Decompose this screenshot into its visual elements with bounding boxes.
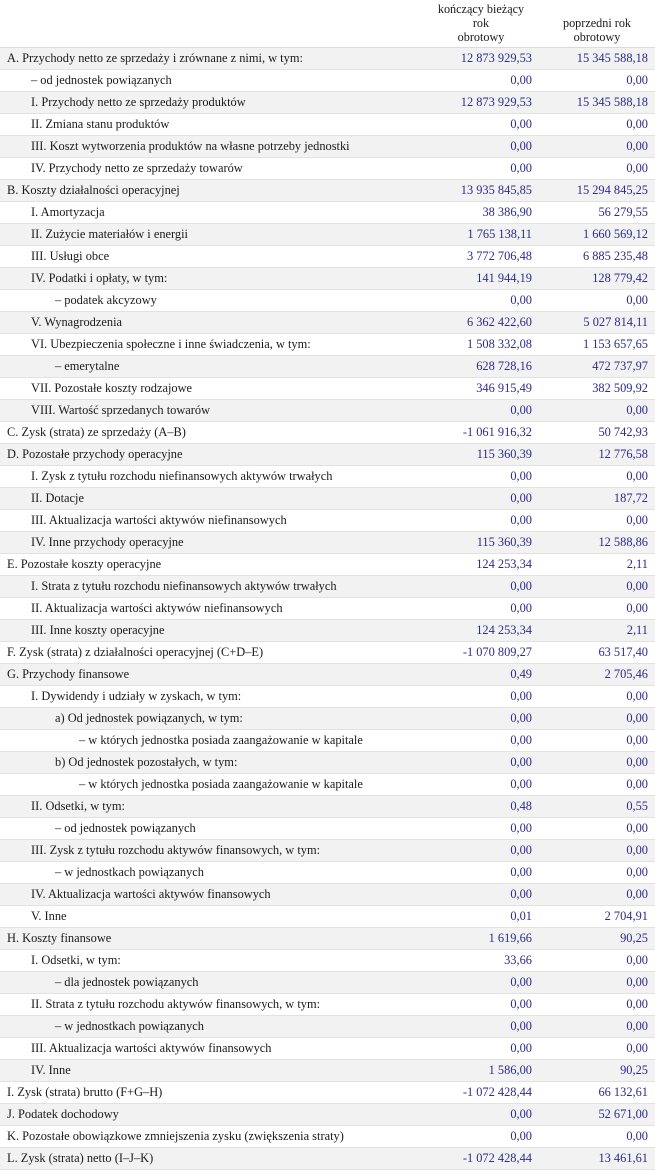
table-row	[0, 180, 655, 202]
row-label: I. Zysk z tytułu rozchodu niefinansowych aktywów trwałych	[0, 466, 423, 488]
row-value-previous: 0,00	[539, 576, 655, 598]
row-value-current: 0,00	[423, 158, 539, 180]
row-label: E. Pozostałe koszty operacyjne	[0, 554, 423, 576]
row-value-current: 0,00	[423, 1016, 539, 1038]
row-label: – od jednostek powiązanych	[0, 818, 423, 840]
table-row	[0, 444, 655, 466]
row-value-previous: 2 705,46	[539, 664, 655, 686]
row-value-previous: 128 779,42	[539, 268, 655, 290]
row-value-current: 0,00	[423, 400, 539, 422]
row-label: I. Zysk (strata) brutto (F+G–H)	[0, 1082, 423, 1104]
row-value-current: 0,00	[423, 774, 539, 796]
header-current-line2: obrotowy	[457, 30, 505, 44]
row-value-current: 0,00	[423, 884, 539, 906]
row-value-current: 0,00	[423, 114, 539, 136]
table-body	[0, 48, 655, 1170]
row-value-current: 0,00	[423, 686, 539, 708]
row-value-previous: 0,00	[539, 884, 655, 906]
row-label: II. Zmiana stanu produktów	[0, 114, 423, 136]
row-label: I. Strata z tytułu rozchodu niefinansowych aktywów trwałych	[0, 576, 423, 598]
row-value-previous: 15 294 845,25	[539, 180, 655, 202]
table-row	[0, 488, 655, 510]
table-row	[0, 224, 655, 246]
row-value-current: 0,00	[423, 488, 539, 510]
table-row	[0, 158, 655, 180]
row-label: IV. Inne przychody operacyjne	[0, 532, 423, 554]
table-row	[0, 378, 655, 400]
row-value-previous: 1 153 657,65	[539, 334, 655, 356]
header-previous-period	[539, 0, 655, 48]
row-value-current: 0,00	[423, 972, 539, 994]
row-value-previous: 12 588,86	[539, 532, 655, 554]
row-value-current: 0,00	[423, 1126, 539, 1148]
table-row	[0, 730, 655, 752]
table-row	[0, 840, 655, 862]
row-value-current: 115 360,39	[423, 532, 539, 554]
row-value-previous: 0,00	[539, 1126, 655, 1148]
row-label: V. Wynagrodzenia	[0, 312, 423, 334]
row-value-previous: 0,00	[539, 840, 655, 862]
header-previous-line2: obrotowy	[573, 30, 621, 44]
row-label: – w których jednostka posiada zaangażowanie w kapitale	[0, 774, 423, 796]
row-value-current: 1 508 332,08	[423, 334, 539, 356]
row-value-current: 6 362 422,60	[423, 312, 539, 334]
row-value-previous: 0,00	[539, 466, 655, 488]
row-value-current: 12 873 929,53	[423, 92, 539, 114]
row-label: IV. Inne	[0, 1060, 423, 1082]
row-value-current: 0,00	[423, 818, 539, 840]
table-row	[0, 510, 655, 532]
row-value-current: 0,00	[423, 730, 539, 752]
row-label: – od jednostek powiązanych	[0, 70, 423, 92]
table-row	[0, 246, 655, 268]
row-value-previous: 90,25	[539, 928, 655, 950]
row-label: B. Koszty działalności operacyjnej	[0, 180, 423, 202]
row-value-current: -1 072 428,44	[423, 1148, 539, 1170]
row-value-previous: 0,00	[539, 708, 655, 730]
row-value-current: 0,00	[423, 290, 539, 312]
header-current-line1: kończący bieżący rok	[437, 2, 525, 30]
row-value-current: 33,66	[423, 950, 539, 972]
row-value-previous: 187,72	[539, 488, 655, 510]
row-value-previous: 0,00	[539, 1038, 655, 1060]
row-value-previous: 2 704,91	[539, 906, 655, 928]
row-label: IV. Przychody netto ze sprzedaży towarów	[0, 158, 423, 180]
row-label: I. Dywidendy i udziały w zyskach, w tym:	[0, 686, 423, 708]
table-row	[0, 642, 655, 664]
row-value-previous: 1 660 569,12	[539, 224, 655, 246]
row-value-previous: 56 279,55	[539, 202, 655, 224]
table-row	[0, 620, 655, 642]
row-value-current: 0,49	[423, 664, 539, 686]
row-value-current: 0,00	[423, 598, 539, 620]
row-value-previous: 0,00	[539, 158, 655, 180]
row-value-previous: 6 885 235,48	[539, 246, 655, 268]
table-row	[0, 92, 655, 114]
row-label: VI. Ubezpieczenia społeczne i inne świadczenia, w tym:	[0, 334, 423, 356]
row-value-previous: 52 671,00	[539, 1104, 655, 1126]
row-value-previous: 0,00	[539, 730, 655, 752]
row-value-current: -1 070 809,27	[423, 642, 539, 664]
row-value-previous: 0,00	[539, 686, 655, 708]
row-label: III. Inne koszty operacyjne	[0, 620, 423, 642]
row-value-previous: 15 345 588,18	[539, 92, 655, 114]
table-row	[0, 422, 655, 444]
row-value-previous: 0,00	[539, 862, 655, 884]
row-value-previous: 0,00	[539, 510, 655, 532]
row-label: IV. Aktualizacja wartości aktywów finansowych	[0, 884, 423, 906]
row-label: III. Aktualizacja wartości aktywów finansowych	[0, 1038, 423, 1060]
row-value-current: 0,00	[423, 510, 539, 532]
row-value-current: 0,00	[423, 1104, 539, 1126]
table-row	[0, 884, 655, 906]
row-label: – dla jednostek powiązanych	[0, 972, 423, 994]
table-header	[0, 0, 655, 48]
table-row	[0, 334, 655, 356]
row-value-current: 0,00	[423, 576, 539, 598]
row-value-previous: 12 776,58	[539, 444, 655, 466]
table-row	[0, 554, 655, 576]
row-value-current: 124 253,34	[423, 620, 539, 642]
row-label: II. Dotacje	[0, 488, 423, 510]
row-value-previous: 0,00	[539, 1016, 655, 1038]
row-value-current: 628 728,16	[423, 356, 539, 378]
row-label: H. Koszty finansowe	[0, 928, 423, 950]
table-row	[0, 862, 655, 884]
table-row	[0, 1126, 655, 1148]
header-label-column	[0, 0, 423, 48]
row-label: IV. Podatki i opłaty, w tym:	[0, 268, 423, 290]
row-value-current: -1 072 428,44	[423, 1082, 539, 1104]
row-label: – emerytalne	[0, 356, 423, 378]
row-value-previous: 0,00	[539, 774, 655, 796]
row-label: II. Odsetki, w tym:	[0, 796, 423, 818]
table-row	[0, 356, 655, 378]
row-value-current: 1 619,66	[423, 928, 539, 950]
row-value-previous: 0,00	[539, 70, 655, 92]
row-label: L. Zysk (strata) netto (I–J–K)	[0, 1148, 423, 1170]
row-value-current: 0,00	[423, 994, 539, 1016]
row-label: VIII. Wartość sprzedanych towarów	[0, 400, 423, 422]
row-label: J. Podatek dochodowy	[0, 1104, 423, 1126]
table-row	[0, 1016, 655, 1038]
table-row	[0, 268, 655, 290]
row-value-current: 0,00	[423, 708, 539, 730]
header-current-period	[423, 0, 539, 48]
row-value-current: -1 061 916,32	[423, 422, 539, 444]
row-value-previous: 13 461,61	[539, 1148, 655, 1170]
row-label: I. Przychody netto ze sprzedaży produktów	[0, 92, 423, 114]
row-value-previous: 5 027 814,11	[539, 312, 655, 334]
row-value-current: 141 944,19	[423, 268, 539, 290]
row-value-previous: 63 517,40	[539, 642, 655, 664]
row-value-current: 0,00	[423, 752, 539, 774]
row-label: III. Koszt wytworzenia produktów na własne potrzeby jednostki	[0, 136, 423, 158]
row-value-previous: 382 509,92	[539, 378, 655, 400]
row-value-current: 0,00	[423, 136, 539, 158]
table-row	[0, 312, 655, 334]
row-value-current: 0,00	[423, 862, 539, 884]
table-row	[0, 114, 655, 136]
table-row	[0, 906, 655, 928]
row-value-previous: 0,00	[539, 752, 655, 774]
row-value-current: 0,00	[423, 840, 539, 862]
table-row	[0, 1082, 655, 1104]
row-value-current: 0,00	[423, 70, 539, 92]
table-row	[0, 928, 655, 950]
row-value-previous: 2,11	[539, 620, 655, 642]
table-row	[0, 136, 655, 158]
table-row	[0, 400, 655, 422]
row-value-current: 0,48	[423, 796, 539, 818]
table-row	[0, 950, 655, 972]
row-label: D. Pozostałe przychody operacyjne	[0, 444, 423, 466]
table-row	[0, 818, 655, 840]
table-row	[0, 202, 655, 224]
row-value-current: 1 586,00	[423, 1060, 539, 1082]
row-value-previous: 15 345 588,18	[539, 48, 655, 70]
row-value-current: 12 873 929,53	[423, 48, 539, 70]
table-row	[0, 796, 655, 818]
table-row	[0, 994, 655, 1016]
row-value-previous: 0,00	[539, 290, 655, 312]
row-label: VII. Pozostałe koszty rodzajowe	[0, 378, 423, 400]
row-value-current: 124 253,34	[423, 554, 539, 576]
row-value-previous: 0,00	[539, 994, 655, 1016]
row-value-previous: 0,00	[539, 400, 655, 422]
table-row	[0, 972, 655, 994]
row-label: I. Odsetki, w tym:	[0, 950, 423, 972]
row-label: II. Strata z tytułu rozchodu aktywów finansowych, w tym:	[0, 994, 423, 1016]
row-label: K. Pozostałe obowiązkowe zmniejszenia zysku (zwiększenia straty)	[0, 1126, 423, 1148]
row-label: V. Inne	[0, 906, 423, 928]
row-value-previous: 472 737,97	[539, 356, 655, 378]
table-row	[0, 752, 655, 774]
row-label: b) Od jednostek pozostałych, w tym:	[0, 752, 423, 774]
row-label: II. Aktualizacja wartości aktywów niefinansowych	[0, 598, 423, 620]
table-row	[0, 1060, 655, 1082]
row-value-previous: 0,00	[539, 114, 655, 136]
table-row	[0, 598, 655, 620]
row-value-current: 0,00	[423, 466, 539, 488]
row-label: A. Przychody netto ze sprzedaży i zrównane z nimi, w tym:	[0, 48, 423, 70]
row-label: F. Zysk (strata) z działalności operacyjnej (C+D–E)	[0, 642, 423, 664]
table-row	[0, 664, 655, 686]
row-label: I. Amortyzacja	[0, 202, 423, 224]
row-label: a) Od jednostek powiązanych, w tym:	[0, 708, 423, 730]
row-value-previous: 0,00	[539, 972, 655, 994]
row-value-current: 3 772 706,48	[423, 246, 539, 268]
row-value-previous: 50 742,93	[539, 422, 655, 444]
row-label: – w jednostkach powiązanych	[0, 862, 423, 884]
row-value-current: 1 765 138,11	[423, 224, 539, 246]
table-row	[0, 466, 655, 488]
table-row	[0, 576, 655, 598]
row-label: – podatek akcyzowy	[0, 290, 423, 312]
row-label: III. Usługi obce	[0, 246, 423, 268]
table-row	[0, 708, 655, 730]
header-previous-line1: poprzedni rok	[562, 16, 632, 30]
table-row	[0, 1038, 655, 1060]
table-row	[0, 1104, 655, 1126]
row-value-current: 13 935 845,85	[423, 180, 539, 202]
row-label: II. Zużycie materiałów i energii	[0, 224, 423, 246]
table-row	[0, 290, 655, 312]
row-value-current: 0,00	[423, 1038, 539, 1060]
table-row	[0, 774, 655, 796]
table-row	[0, 532, 655, 554]
row-value-current: 115 360,39	[423, 444, 539, 466]
row-label: – w jednostkach powiązanych	[0, 1016, 423, 1038]
row-value-previous: 0,00	[539, 950, 655, 972]
table-row	[0, 686, 655, 708]
row-value-previous: 0,00	[539, 136, 655, 158]
table-row	[0, 70, 655, 92]
row-value-current: 0,01	[423, 906, 539, 928]
row-value-previous: 0,00	[539, 598, 655, 620]
row-label: III. Zysk z tytułu rozchodu aktywów finansowych, w tym:	[0, 840, 423, 862]
row-label: – w których jednostka posiada zaangażowanie w kapitale	[0, 730, 423, 752]
row-label: G. Przychody finansowe	[0, 664, 423, 686]
header-row	[0, 0, 655, 48]
table-row	[0, 1148, 655, 1170]
row-value-current: 38 386,90	[423, 202, 539, 224]
row-value-previous: 2,11	[539, 554, 655, 576]
row-value-current: 346 915,49	[423, 378, 539, 400]
row-value-previous: 90,25	[539, 1060, 655, 1082]
row-label: C. Zysk (strata) ze sprzedaży (A–B)	[0, 422, 423, 444]
row-value-previous: 0,00	[539, 818, 655, 840]
table-row	[0, 48, 655, 70]
row-value-previous: 66 132,61	[539, 1082, 655, 1104]
row-value-previous: 0,55	[539, 796, 655, 818]
row-label: III. Aktualizacja wartości aktywów niefinansowych	[0, 510, 423, 532]
